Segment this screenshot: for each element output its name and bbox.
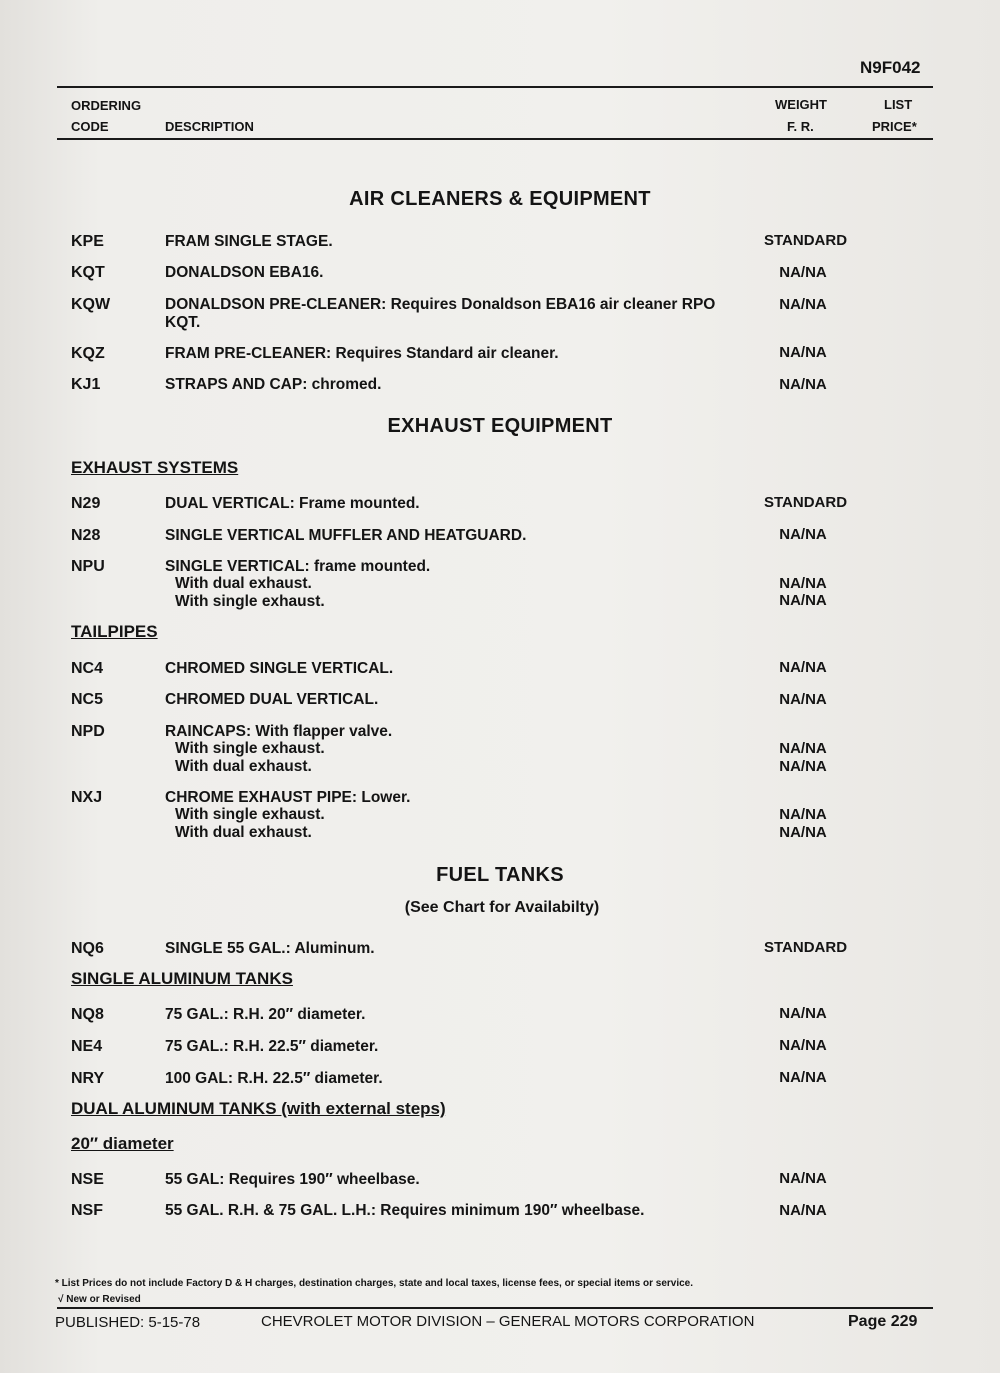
page-number: Page 229 (848, 1313, 918, 1330)
item-description: DONALDSON EBA16. (165, 264, 324, 281)
header-price: PRICE* (872, 119, 917, 134)
weight-value: NA/NA (779, 806, 827, 823)
footer-division: CHEVROLET MOTOR DIVISION – GENERAL MOTORS CORPORATION (261, 1313, 755, 1330)
ordering-code: KJ1 (71, 376, 101, 393)
item-description: STRAPS AND CAP: chromed. (165, 376, 382, 393)
document-number: N9F042 (860, 58, 921, 77)
weight-value: NA/NA (779, 691, 827, 708)
section-title-exhaust: EXHAUST EQUIPMENT (387, 415, 613, 437)
header-ordering: ORDERING (71, 98, 142, 113)
weight-value: NA/NA (779, 740, 827, 757)
section-subtitle-fuel-tanks: (See Chart for Availabilty) (404, 899, 600, 916)
item-description: SINGLE VERTICAL: frame mounted. (165, 558, 431, 575)
weight-value: NA/NA (779, 526, 827, 543)
weight-value: NA/NA (779, 1069, 827, 1086)
ordering-code: NQ8 (71, 1006, 104, 1023)
ordering-code: NXJ (71, 789, 103, 806)
weight-value: NA/NA (779, 376, 827, 393)
item-description: 75 GAL.: R.H. 20″ diameter. (165, 1006, 366, 1023)
item-description: FRAM PRE-CLEANER: Requires Standard air cleaner. (165, 345, 559, 362)
ordering-code: KQT (71, 264, 105, 281)
header-code: CODE (71, 119, 109, 134)
subsection-title-exhaust-systems: EXHAUST SYSTEMS (71, 458, 239, 477)
section-title-air-cleaners: AIR CLEANERS & EQUIPMENT (349, 188, 651, 210)
item-option: With dual exhaust. (175, 575, 312, 592)
ordering-code: N29 (71, 495, 101, 512)
ordering-code: KPE (71, 233, 104, 250)
weight-value: NA/NA (779, 575, 827, 592)
header-description: DESCRIPTION (165, 119, 254, 134)
item-description: 55 GAL: Requires 190″ wheelbase. (165, 1171, 420, 1188)
ordering-code: NE4 (71, 1038, 103, 1055)
item-description: 100 GAL: R.H. 22.5″ diameter. (165, 1070, 383, 1087)
weight-value: NA/NA (779, 592, 827, 609)
ordering-code: N28 (71, 527, 101, 544)
weight-value: NA/NA (779, 296, 827, 313)
header-weight: WEIGHT (775, 97, 827, 112)
subsection-title-single-tanks: SINGLE ALUMINUM TANKS (71, 969, 293, 988)
item-description: RAINCAPS: With flapper valve. (165, 723, 393, 740)
ordering-code: NPD (71, 723, 105, 740)
item-option: With single exhaust. (175, 740, 325, 757)
item-option: With single exhaust. (175, 806, 325, 823)
footer-rule (57, 1307, 933, 1309)
header-bottom-rule (57, 138, 933, 140)
ordering-code: NRY (71, 1070, 105, 1087)
ordering-code: KQW (71, 296, 111, 313)
item-description: SINGLE 55 GAL.: Aluminum. (165, 940, 375, 957)
weight-value: NA/NA (779, 1170, 827, 1187)
subsection-title-tailpipes: TAILPIPES (71, 622, 158, 641)
item-description: 55 GAL. R.H. & 75 GAL. L.H.: Requires minimum 190″ wheelbase. (165, 1202, 645, 1219)
item-option: With dual exhaust. (175, 824, 312, 841)
header-top-rule (57, 86, 933, 88)
item-description: CHROMED DUAL VERTICAL. (165, 691, 379, 708)
weight-value: NA/NA (779, 824, 827, 841)
ordering-code: KQZ (71, 345, 105, 362)
item-description: CHROMED SINGLE VERTICAL. (165, 660, 394, 677)
ordering-code: NPU (71, 558, 105, 575)
section-title-fuel-tanks: FUEL TANKS (436, 864, 564, 886)
weight-value: NA/NA (779, 344, 827, 361)
weight-value: NA/NA (779, 1037, 827, 1054)
item-option: With dual exhaust. (175, 758, 312, 775)
item-description: FRAM SINGLE STAGE. (165, 233, 333, 250)
item-description: DUAL VERTICAL: Frame mounted. (165, 495, 420, 512)
item-option: With single exhaust. (175, 593, 325, 610)
subsection-title-dual-tanks: DUAL ALUMINUM TANKS (with external steps) (71, 1099, 446, 1118)
header-list: LIST (884, 97, 913, 112)
weight-value: STANDARD (764, 494, 848, 511)
header-fr: F. R. (787, 119, 814, 134)
ordering-code: NSE (71, 1171, 104, 1188)
ordering-code: NC4 (71, 660, 104, 677)
weight-value: NA/NA (779, 264, 827, 281)
item-description: CHROME EXHAUST PIPE: Lower. (165, 789, 411, 806)
ordering-code: NC5 (71, 691, 104, 708)
subsection-title-diameter: 20″ diameter (71, 1134, 174, 1153)
item-description: DONALDSON PRE-CLEANER: Requires Donaldson EBA16 air cleaner RPO (165, 296, 716, 313)
weight-value: NA/NA (779, 659, 827, 676)
item-description: SINGLE VERTICAL MUFFLER AND HEATGUARD. (165, 527, 527, 544)
ordering-code: NQ6 (71, 940, 104, 957)
ordering-code: NSF (71, 1202, 103, 1219)
footnote-new-revised: √ New or Revised (58, 1294, 141, 1305)
weight-value: NA/NA (779, 1202, 827, 1219)
item-description-continued: KQT. (165, 314, 201, 331)
weight-value: STANDARD (764, 939, 848, 956)
footer-published: PUBLISHED: 5-15-78 (55, 1314, 201, 1331)
weight-value: NA/NA (779, 758, 827, 775)
weight-value: NA/NA (779, 1005, 827, 1022)
weight-value: STANDARD (764, 232, 848, 249)
footnote-list-price: * List Prices do not include Factory D & H charges, destination charges, state and local taxes, license fees, or special items or service. (55, 1278, 694, 1289)
item-description: 75 GAL.: R.H. 22.5″ diameter. (165, 1038, 379, 1055)
